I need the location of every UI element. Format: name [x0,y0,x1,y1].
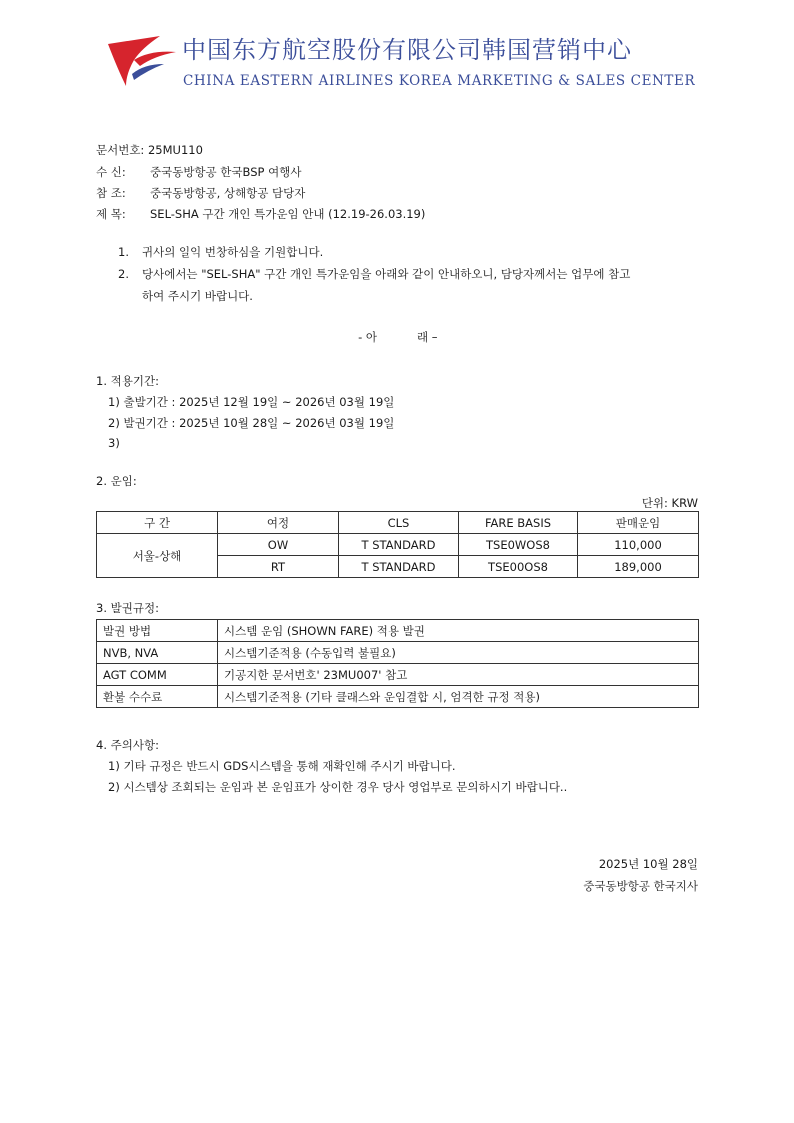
table-row: 발권 방법 시스템 운임 (SHOWN FARE) 적용 발권 [97,620,699,642]
cc-line [96,185,305,201]
cc-value: 중국동방항공, 상해항공 담당자 [150,186,306,200]
caution-item: 2) 시스템상 조회되는 운임과 본 운임표가 상이한 경우 당사 영업부로 문의하시기 바랍니다.. [108,780,568,794]
issuer-company: 중국동방항공 한국지사 [583,879,698,893]
rules-heading: 3. 발권규정: [96,601,159,615]
china-eastern-logo [104,30,180,90]
subject-value: SEL-SHA 구간 개인 특가운임 안내 (12.19-26.03.19) [150,207,426,221]
intro-item: 2. 당사에서는 "SEL-SHA" 구간 개인 특가운임을 아래와 같이 안내하오니, 담당자께서는 업무에 참고 [118,267,631,281]
company-title-english: CHINA EASTERN AIRLINES KOREA MARKETING & SALES CENTER [183,73,696,89]
notice-heading: - 아 래 – [358,330,438,344]
cc-label: 참 조: [96,186,126,200]
table-row: NVB, NVA 시스템기준적용 (수동입력 불필요) [97,642,699,664]
issue-date: 2025년 10월 28일 [598,857,698,871]
table-header-row: 구 간 여정 CLS FARE BASIS 판매운임 [97,512,699,534]
route-cell: 서울-상해 [97,534,218,578]
recipient-line [96,164,301,180]
period-heading: 1. 적용기간: [96,374,159,388]
table-row: RT T STANDARD TSE00OS8 189,000 [97,556,699,578]
subject-line [96,206,425,222]
company-title-chinese: 中国东方航空股份有限公司韩国营销中心 [182,36,632,64]
intro-item: 1. 귀사의 일익 번창하심을 기원합니다. [118,245,324,259]
fare-heading: 2. 운임: [96,474,137,488]
subject-label: 제 목: [96,207,126,221]
rules-table [96,619,699,708]
recipient-value: 중국동방항공 한국BSP 여행사 [150,165,302,179]
recipient-label: 수 신: [96,165,126,179]
caution-heading: 4. 주의사항: [96,738,159,752]
table-row: AGT COMM 기공지한 문서번호' 23MU007' 참고 [97,664,699,686]
table-row: 서울-상해 OW T STANDARD TSE0WOS8 110,000 [97,534,699,556]
period-ticketing: 2) 발권기간 : 2025년 10월 28일 ~ 2026년 03월 19일 [108,416,395,430]
period-departure: 1) 출발기간 : 2025년 12월 19일 ~ 2026년 03월 19일 [108,395,395,409]
period-item-3: 3) [108,436,120,450]
fare-unit: 단위: KRW [641,496,698,510]
fare-table [96,511,699,578]
caution-item: 1) 기타 규정은 반드시 GDS시스템을 통해 재확인해 주시기 바랍니다. [108,759,456,773]
intro-item: 하여 주시기 바랍니다. [142,289,253,303]
document-number: 문서번호: 25MU110 [96,143,203,157]
table-row: 환불 수수료 시스템기준적용 (기타 클래스와 운임결합 시, 엄격한 규정 적용) [97,686,699,708]
